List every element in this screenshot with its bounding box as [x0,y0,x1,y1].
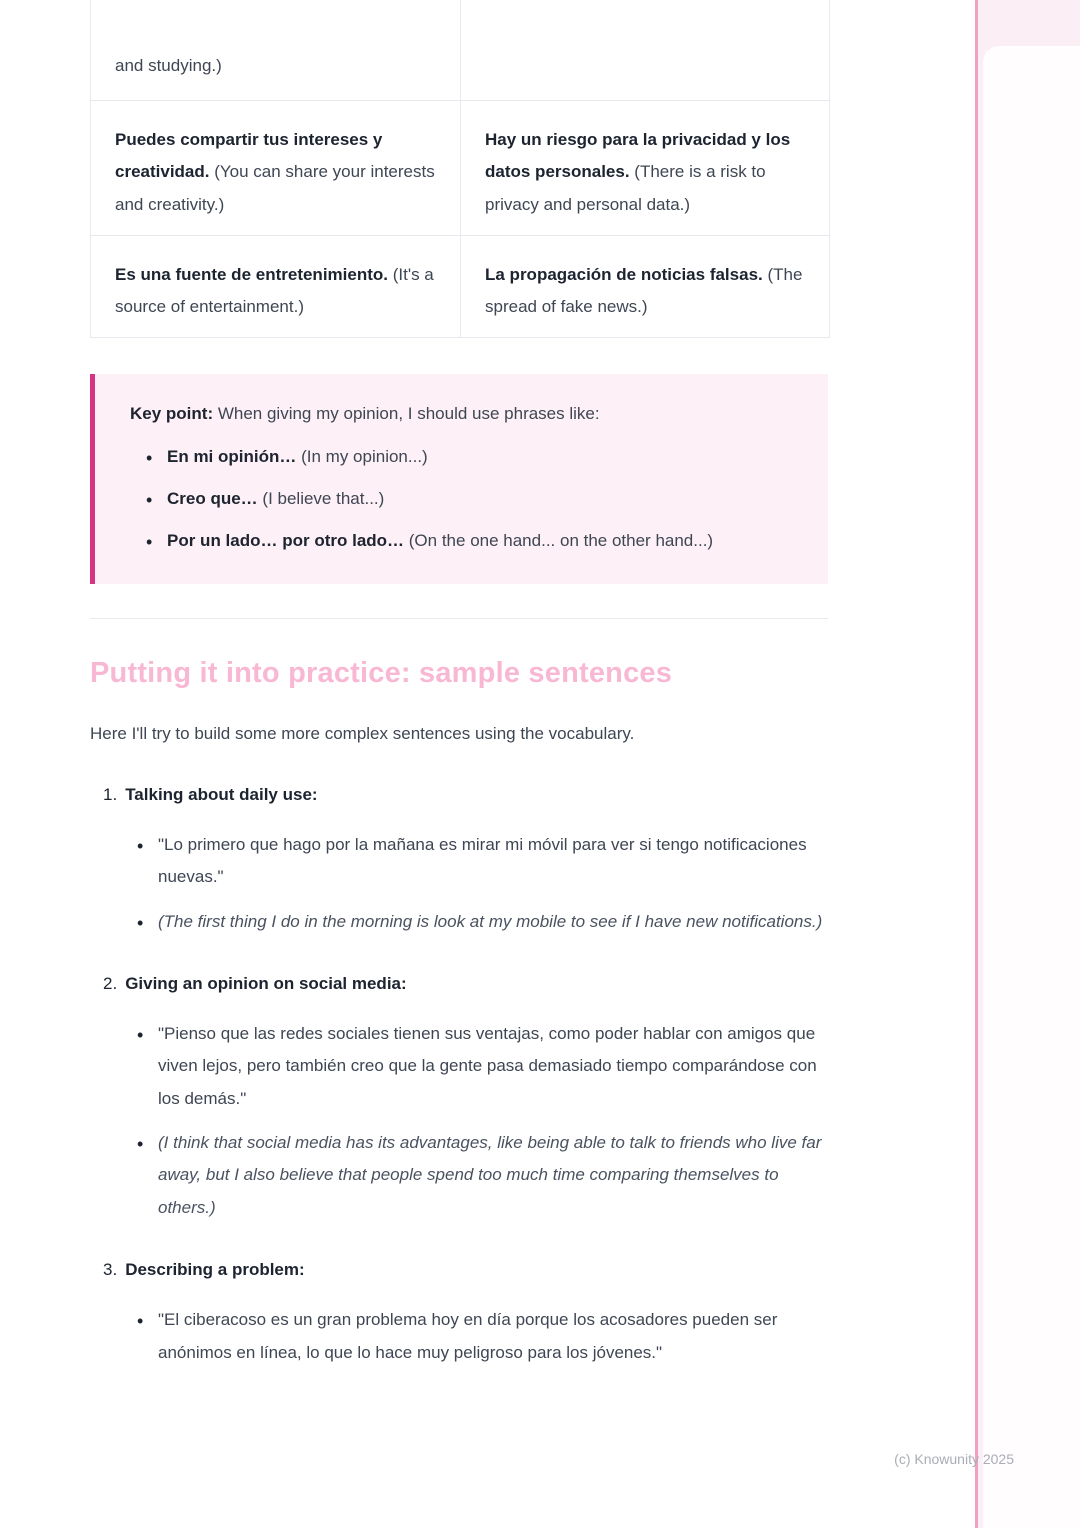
practice-item-head [103,968,828,1000]
cell-term: La propagación de noticias falsas. [485,264,763,284]
cell-translation: (There is a risk to privacy and personal data.) [485,162,766,214]
right-margin-panel [983,46,1080,1528]
page-edge-line [975,0,978,1528]
practice-item-head [103,779,828,811]
practice-item-bullets [103,829,828,938]
callout-list [130,441,798,558]
phrase-spanish: En mi opinión… [167,446,297,466]
cell-term: Es una fuente de entretenimiento. [115,264,388,284]
translation-text: (The first thing I do in the morning is look at my mobile to see if I have new notifications.) [158,911,823,931]
phrase-translation: (On the one hand... on the other hand...) [404,531,714,551]
cell-translation: and studying.) [115,56,222,75]
item-number: 3. [103,1259,118,1279]
vocab-table [90,0,830,338]
quote-bullet [137,1304,828,1369]
practice-list [90,779,828,1369]
phrase-spanish: Por un lado… por otro lado… [167,531,405,551]
right-margin-strip [978,0,1080,1528]
phrase-spanish: Creo que… [167,489,258,509]
table-cell-con [460,236,829,338]
practice-item-bullets [103,1018,828,1224]
callout-lead-text: When giving my opinion, I should use phrases like: [213,404,600,424]
callout-item [146,441,798,473]
cell-term: Puedes compartir tus intereses y creatividad. [115,130,383,182]
key-point-callout [90,374,828,583]
cell-translation: (It's a source of entertainment.) [115,264,434,317]
callout-lead [130,398,798,430]
phrase-translation: (In my opinion...) [296,446,428,466]
callout-lead-label: Key point: [130,404,214,424]
practice-intro: Here I'll try to build some more complex sentences using the vocabulary. [90,724,635,744]
table-row [91,235,829,338]
quote-text: "Lo primero que hago por la mañana es mirar mi móvil para ver si tengo notificaciones nuevas." [158,834,807,887]
copyright-watermark: (c) Knowunity 2025 [894,1451,1014,1468]
table-cell-pro [91,101,460,235]
callout-item [146,525,798,557]
cell-translation: (The spread of fake news.) [485,264,803,317]
callout-item [146,483,798,515]
table-row [91,0,829,100]
quote-bullet [137,1018,828,1115]
practice-item-2 [103,968,828,1224]
quote-text: "El ciberacoso es un gran problema hoy en día porque los acosadores pueden ser anónimos en línea, lo que lo hace muy peligroso para los jóvenes." [158,1310,778,1362]
table-cell-pro [91,0,460,100]
phrase-translation: (I believe that...) [257,489,385,509]
practice-item-bullets [103,1304,828,1369]
cell-translation: (You can share your interests and creativity.) [115,162,435,214]
practice-heading: Putting it into practice: sample sentences [90,656,673,689]
table-cell-con [460,101,829,235]
cell-term: Hay un riesgo para la privacidad y los datos personales. [485,130,791,182]
practice-item-head [103,1254,828,1286]
practice-item-3 [103,1254,828,1369]
translation-bullet [137,906,828,938]
item-title: Describing a problem: [125,1259,305,1279]
item-title: Talking about daily use: [125,784,318,804]
table-cell-pro [91,236,460,338]
translation-text: (I think that social media has its advantages, like being able to talk to friends who live far away, but I also believe that people spend too much time comparing themselves to others.) [158,1133,822,1217]
practice-item-1 [103,779,828,938]
page-content [90,0,828,1369]
quote-text: "Pienso que las redes sociales tienen sus ventajas, como poder hablar con amigos que viven lejos, pero también creo que la gente pasa demasiado tiempo comparándose con los demás." [158,1024,817,1108]
table-cell-con [460,0,829,100]
item-title: Giving an opinion on social media: [125,973,407,993]
item-number: 2. [103,973,118,993]
section-divider [90,618,828,619]
quote-bullet [137,829,828,894]
item-number: 1. [103,784,118,804]
translation-bullet [137,1127,828,1224]
table-row [91,100,829,235]
